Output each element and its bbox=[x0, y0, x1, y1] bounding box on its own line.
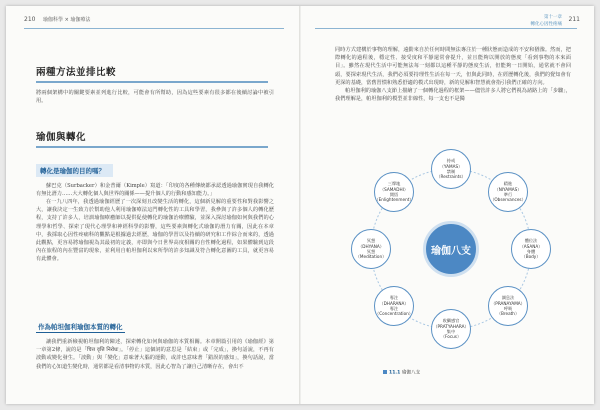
limb-yamas-translit: （YAMAS） bbox=[439, 163, 463, 169]
limb-yamas bbox=[431, 149, 471, 189]
limb-dhyana-meaning: 冥想 bbox=[366, 249, 376, 254]
right-page-number: 211 bbox=[568, 16, 580, 23]
limb-dharana-en: （Concentration） bbox=[375, 311, 413, 317]
section1-rule bbox=[36, 81, 268, 83]
limb-dharana-meaning: 專注 bbox=[389, 306, 399, 311]
right-text bbox=[335, 46, 571, 103]
subsection2-heading: 作為帕坦伽利瑜伽本質的轉化 bbox=[38, 323, 123, 331]
limb-yamas-en: （Restraints） bbox=[436, 174, 466, 180]
caption-figure-number: 11.1 bbox=[389, 370, 401, 376]
section2-heading: 瑜伽與轉化 bbox=[36, 132, 87, 143]
section1 bbox=[36, 64, 274, 105]
limb-samadhi-translit: （SAMADHI） bbox=[379, 186, 409, 192]
left-page-number: 210 bbox=[24, 16, 36, 23]
limb-pratyahara-translit: （PRATYAHARA） bbox=[433, 323, 469, 329]
subsection2 bbox=[36, 314, 274, 371]
limb-niyamas-en: （Observances） bbox=[490, 197, 526, 203]
center-label: 瑜伽八支 bbox=[431, 245, 471, 257]
limb-dhyana-translit: （DHYANA） bbox=[358, 243, 384, 249]
section1-paragraph: 將兩個架構中的關鍵要素並列進行比較，可能會有所幫助，因為這些要素有很多都在後續討論中被引用。 bbox=[36, 89, 274, 104]
right-page bbox=[301, 6, 594, 404]
limb-samadhi-zh: 三摩地 bbox=[387, 181, 401, 187]
eight-limbs-diagram bbox=[311, 124, 591, 384]
limb-dharana bbox=[374, 286, 414, 326]
section1-heading: 兩種方法並排比較 bbox=[36, 67, 117, 78]
limb-niyamas-zh: 精進 bbox=[503, 181, 513, 187]
limb-pratyahara-en: （Focus） bbox=[440, 334, 462, 340]
paragraph-3: 讓我們重新檢視帕坦伽利的陳述，探索轉化如何與瑜伽的本質相關。本章開篇引用的《瑜伽經》第一章第2條，說的是「चित्त वृत्ति निरोधः」。「停止」這個詞的意思是「結束」或「完成」，換句話說，不再有波動或變化發生。「波動」與「變化」意味著大腦的運動，或許也意味著「錯誤的感知」，換句話說，當我們的心知道生變化時，通常都是看清事物的本質，因此心智為了讓自己清晰存在，會出不 bbox=[36, 339, 274, 370]
limb-samadhi bbox=[374, 172, 414, 212]
chapter-label: 第十一章 bbox=[544, 15, 562, 20]
limb-yamas-zh: 持戒 bbox=[446, 158, 456, 164]
paragraph-1: 蘇巴克（Surbacker）和金普爾（Kimple）寫道：「印度的各種傳統都承認透過瑜伽實現自我轉化有無比潛力……大大轉化個人與世界的關係——提升個人的行動和感知能力。」 bbox=[36, 182, 274, 197]
right-paragraph-1: 同時方式建構於事物的理解，遠勤來自於任何時間無法專注於一種狀態而造成的不安和猶豫。然而，把際轉化的過程後，穩定性、接受度和平靜還常會提升，並且能夠以開放的態度「看到事物的本來面目」。雖然在現代生活中可能無法每一刻都以這種平靜的態度生活，但能夠一日開始，通常就不會回頭，要探索現代生活，我們必須要持理性生活在每一天，但與此同時，在經歷轉化後，我們的覺知會有更深的基礎，當舊習慣和熟悉舒適的模式出現時，新的見解和智慧就會指引我們正確的方向。 bbox=[335, 47, 571, 86]
limb-samadhi-meaning: 開悟 bbox=[389, 192, 399, 197]
right-paragraph-2: 帕坦伽利的瑜伽八支節上描繪了一個轉化過程的框架——儘管許多人將它們視為諸路上的「步驟」，我們理解是，帕坦伽利的模型並非線性，每一支也不是獨 bbox=[335, 88, 571, 103]
limb-dharana-translit: （DHARANA） bbox=[379, 300, 409, 306]
chapter-title: 轉化心因性疼痛 bbox=[530, 22, 562, 27]
limb-dhyana bbox=[351, 229, 391, 269]
limb-yamas-meaning: 禁制 bbox=[446, 169, 456, 174]
limb-pratyahara bbox=[431, 309, 471, 349]
limb-dharana-zh: 專注 bbox=[389, 295, 399, 301]
limb-samadhi-en: （Enlightenment） bbox=[374, 197, 414, 203]
right-running-head bbox=[531, 14, 563, 28]
diagram-center bbox=[423, 221, 479, 277]
section2 bbox=[36, 129, 274, 264]
limb-niyamas-translit: （NIYAMAS） bbox=[494, 186, 522, 192]
subsection1-heading: 轉化是瑜伽的目的嗎？ bbox=[36, 164, 113, 177]
limb-asana-en: （Body） bbox=[521, 254, 541, 260]
book-spread bbox=[6, 6, 594, 404]
limb-asana-translit: （ASANA） bbox=[519, 243, 543, 249]
limb-niyamas bbox=[488, 172, 528, 212]
caption-marker bbox=[383, 370, 387, 374]
limb-pratyahara-zh: 收攝感官 bbox=[442, 318, 460, 324]
limb-asana-zh: 體位法 bbox=[524, 238, 538, 244]
limb-pranayama bbox=[488, 286, 528, 326]
left-page bbox=[6, 6, 299, 404]
limb-pratyahara-meaning: 集中 bbox=[446, 329, 456, 334]
left-running-head bbox=[24, 16, 90, 23]
limb-dhyana-en: （Meditation） bbox=[355, 254, 387, 260]
limb-asana bbox=[511, 229, 551, 269]
left-header-rule bbox=[24, 28, 284, 29]
limb-niyamas-meaning: 準行 bbox=[503, 192, 513, 197]
limb-pranayama-zh: 調息法 bbox=[501, 295, 515, 301]
figure-caption bbox=[383, 370, 443, 377]
limb-pranayama-meaning: 呼吸 bbox=[503, 306, 513, 311]
caption-text: 瑜伽八支 bbox=[401, 370, 421, 376]
left-running-title: 瑜伽科學 × 瑜伽療法 bbox=[43, 17, 91, 23]
right-header-rule bbox=[315, 28, 577, 29]
section2-rule bbox=[36, 146, 268, 148]
paragraph-2: 在一九八四年，我透過瑜伽經歷了一次深刻且改變生活的轉化，這個新見解的重要性和對我影響之大，讓我決定一生致力於幫助他人利用瑜伽療法這門轉化性的工具和學習，我參與了許多個人的轉化歷程，支持了許多人，培訓瑜伽療癒師以提供促使轉化的瑜伽治療體驗，並深入探討瑜伽如何與我們的心理學和哲學、探索了現代心理學和神經科學的影響，這些要素與轉化式瑜伽的潛力有關，因此在本章中，我採取心因性疼痛科的觀點是根據過去經歷，瑜伽的學習以及持續的研究和工作綜合而來的，透過此觀點，更容易將瑜伽視為其最初的定義，亦即與今日世界高度相關的自性轉化過程，如果體驗到這段內在旅程的內在豐富的現象，並利用自帕坦伽利以來所學的許多知識及符合轉化意圖的工具，就更容易有此體會。 bbox=[36, 198, 274, 263]
limb-dhyana-zh: 冥想 bbox=[366, 238, 376, 244]
limb-asana-meaning: 身體 bbox=[526, 249, 536, 254]
limb-pranayama-en: （Breath） bbox=[496, 311, 520, 317]
limb-pranayama-translit: （PRANAYAMA） bbox=[491, 300, 525, 306]
